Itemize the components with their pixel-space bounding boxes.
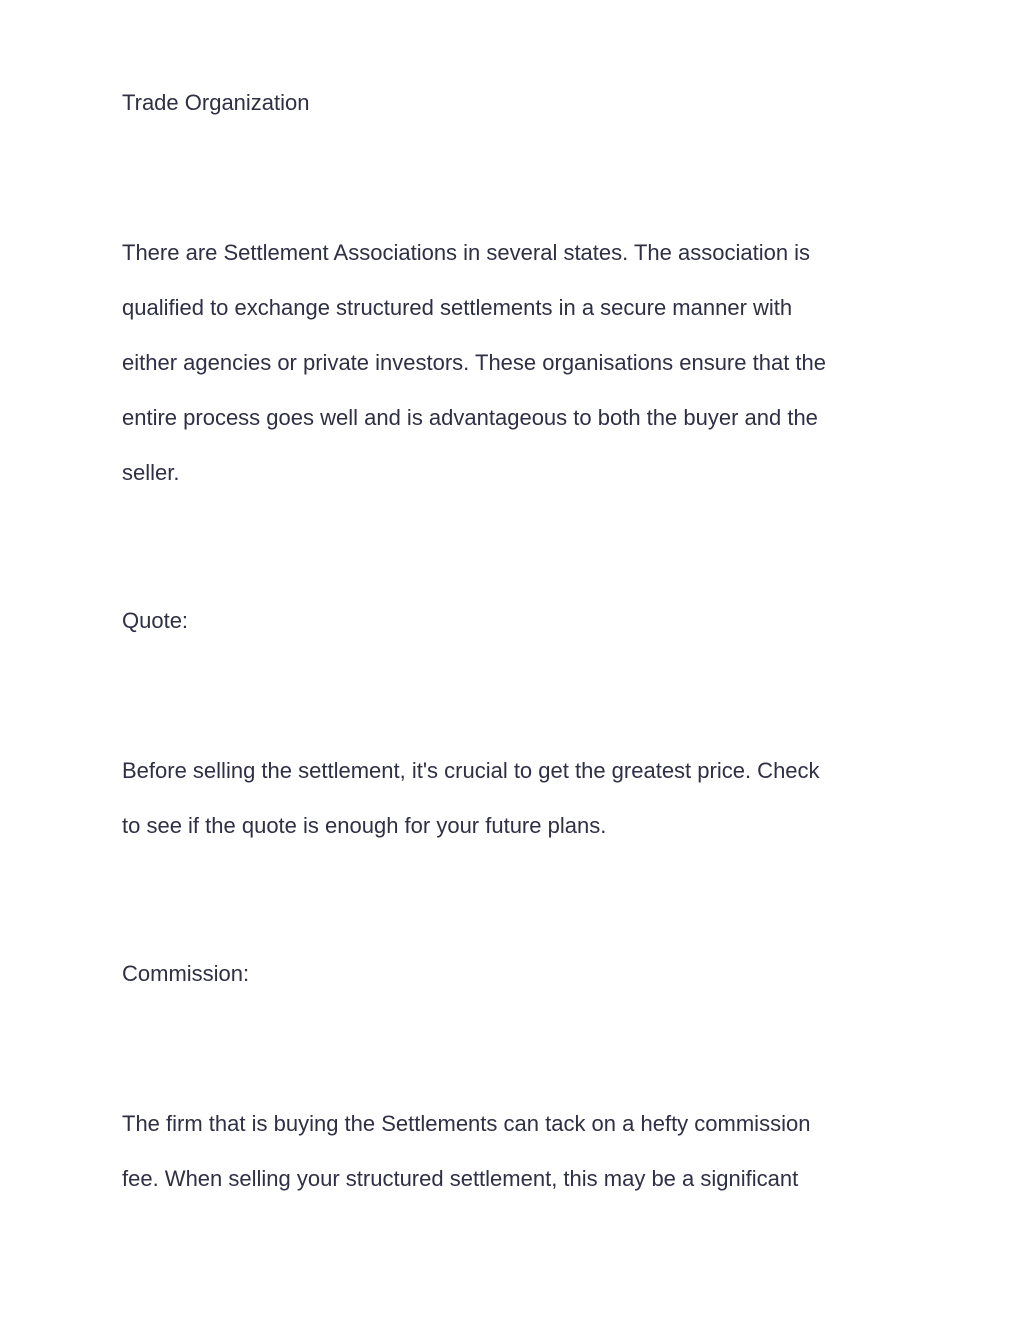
paragraph-line: There are Settlement Associations in several states. The association is: [122, 240, 811, 265]
paragraph-line: fee. When selling your structured settlement, this may be a significant: [122, 1166, 799, 1191]
paragraph-line: Before selling the settlement, it's crucial to get the greatest price. Check: [122, 758, 820, 783]
paragraph-line: seller.: [122, 460, 180, 485]
paragraph-line: entire process goes well and is advantageous to both the buyer and the: [122, 405, 818, 430]
paragraph-line: to see if the quote is enough for your future plans.: [122, 813, 607, 838]
section-heading-quote: Quote:: [122, 608, 189, 633]
section-heading-trade-organization: Trade Organization: [122, 90, 310, 115]
paragraph-line: qualified to exchange structured settlements in a secure manner with: [122, 295, 793, 320]
section-heading-commission: Commission:: [122, 961, 250, 986]
paragraph-line: The firm that is buying the Settlements can tack on a hefty commission: [122, 1111, 811, 1136]
paragraph-line: either agencies or private investors. These organisations ensure that the: [122, 350, 826, 375]
